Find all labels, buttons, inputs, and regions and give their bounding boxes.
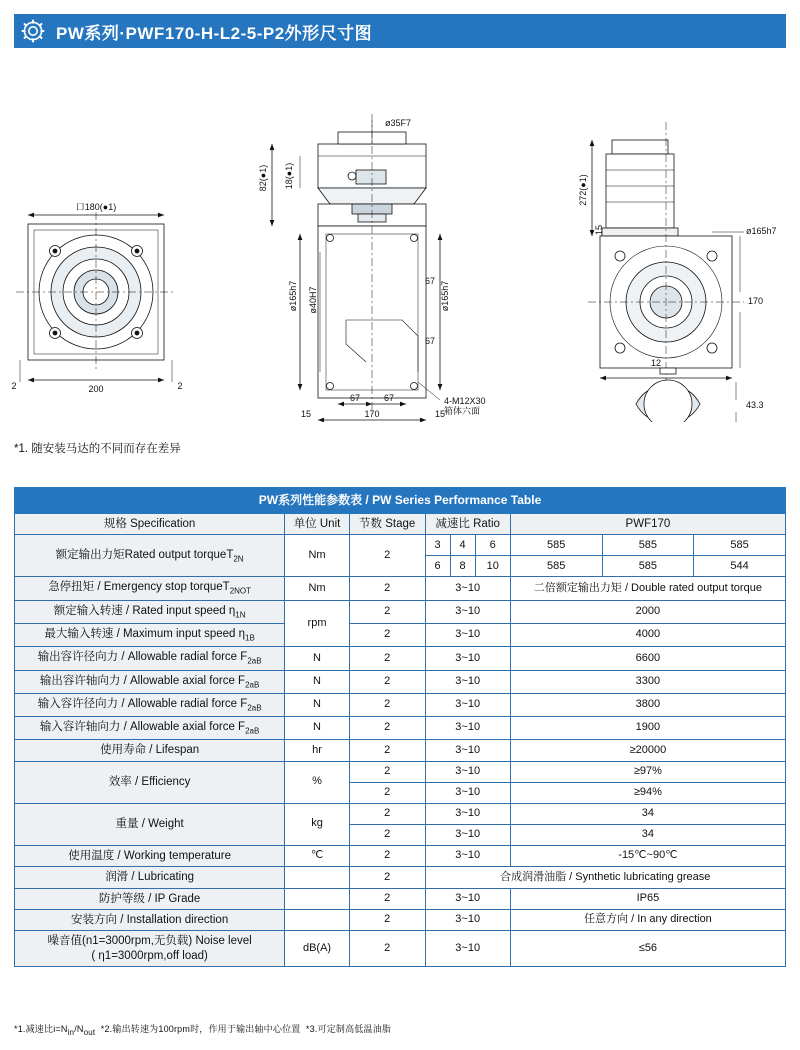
cell-ratio: 3~10 (425, 670, 510, 693)
row-label-noise-level: 噪音值(n1=3000rpm,无负载) Noise level ( η1=3000rpm,off load) (15, 931, 285, 967)
cell-ratio: 6 (475, 535, 510, 556)
svg-text:ø40H7: ø40H7 (308, 286, 318, 314)
cell-value: 1900 (510, 717, 785, 740)
cell-unit: Nm (285, 535, 350, 577)
header-specification: 规格 Specification (15, 514, 285, 535)
cell-unit: hr (285, 740, 350, 761)
cell-ratio: 3~10 (425, 647, 510, 670)
gear-icon (18, 16, 48, 46)
svg-text:4-M12X30: 4-M12X30 (444, 396, 486, 406)
cell-stage: 2 (349, 670, 425, 693)
header-ratio: 减速比 Ratio (425, 514, 510, 535)
cell-unit (285, 909, 350, 930)
cell-value: 6600 (510, 647, 785, 670)
cell-ratio: 6 (425, 556, 450, 577)
rear-view (578, 122, 777, 422)
cell-ratio: 3~10 (425, 888, 510, 909)
header-stage: 节数 Stage (349, 514, 425, 535)
svg-text:15: 15 (594, 224, 604, 236)
cell-unit: dB(A) (285, 931, 350, 967)
drawing-note: *1. 随安装马达的不同而存在差异 (14, 443, 181, 455)
cell-stage: 2 (349, 824, 425, 845)
cell-ratio: 3 (425, 535, 450, 556)
svg-text:15: 15 (300, 409, 312, 419)
cell-stage: 2 (349, 761, 425, 782)
cell-unit: Nm (285, 577, 350, 600)
row-label-installation-direction: 安装方向 / Installation direction (15, 909, 285, 930)
cell-unit (285, 888, 350, 909)
row-label-input-axial-force: 输入容许轴向力 / Allowable axial force $F_{2aB}$ (15, 717, 285, 740)
cell-ratio: 3~10 (425, 693, 510, 716)
cell-unit: N (285, 647, 350, 670)
cell-value: 585 (510, 556, 602, 577)
row-label-working-temperature: 使用温度 / Working temperature (15, 845, 285, 866)
row-label-input-radial-force: 输入容许径向力 / Allowable radial force $F_{2aB}$ (15, 693, 285, 716)
cell-ratio: 3~10 (425, 909, 510, 930)
page-title: PW系列·PWF170-H-L2-5-P2外形尺寸图 (56, 23, 373, 43)
table-title: PW系列性能参数表 / PW Series Performance Table (15, 488, 786, 514)
header-model: PWF170 (510, 514, 785, 535)
svg-text:170: 170 (364, 409, 380, 419)
row-label-emergency-stop-torque: 急停扭矩 / Emergency stop torqueT$_{2NOT}$ (15, 577, 285, 600)
dimension-drawing (0, 52, 800, 422)
cell-stage: 2 (349, 888, 425, 909)
cell-value: ≥94% (510, 782, 785, 803)
row-label-rated-output-torque: 额定输出力矩Rated output torqueT$_{2N}$ (15, 535, 285, 577)
cell-value: 34 (510, 803, 785, 824)
cell-stage: 2 (349, 845, 425, 866)
cell-value: 二倍额定输出力矩 / Double rated output torque (510, 577, 785, 600)
cell-value: 34 (510, 824, 785, 845)
cell-stage: 2 (349, 623, 425, 646)
row-label-output-radial-force: 输出容许径向力 / Allowable radial force $F_{2aB}$ (15, 647, 285, 670)
cell-ratio: 3~10 (425, 740, 510, 761)
svg-text:67: 67 (383, 393, 395, 403)
row-label-max-input-speed: 最大输入转速 / Maximum input speed $\eta_{1B}$ (15, 623, 285, 646)
cell-stage: 2 (349, 803, 425, 824)
cell-ratio: 3~10 (425, 824, 510, 845)
svg-text:15: 15 (434, 409, 446, 419)
header-unit: 单位 Unit (285, 514, 350, 535)
cell-value: 2000 (510, 600, 785, 623)
row-label-ip-grade: 防护等级 / IP Grade (15, 888, 285, 909)
cell-ratio: 4 (450, 535, 475, 556)
cell-stage: 2 (349, 535, 425, 577)
svg-text:18(●1): 18(●1) (284, 162, 294, 190)
cell-unit: kg (285, 803, 350, 845)
svg-text:67: 67 (349, 393, 361, 403)
cell-value: 585 (694, 535, 786, 556)
cell-unit: % (285, 761, 350, 803)
svg-text:82(●1): 82(●1) (258, 164, 268, 192)
svg-text:ø35F7: ø35F7 (384, 118, 412, 128)
cell-value: 4000 (510, 623, 785, 646)
cell-ratio: 3~10 (425, 577, 510, 600)
cell-unit: rpm (285, 600, 350, 647)
cell-stage: 2 (349, 867, 425, 888)
row-label-lifespan: 使用寿命 / Lifespan (15, 740, 285, 761)
cell-value: 3800 (510, 693, 785, 716)
cell-unit (285, 867, 350, 888)
svg-text:272(●1): 272(●1) (578, 174, 588, 206)
cell-value: ≤56 (510, 931, 785, 967)
cell-value: 合成润滑油脂 / Synthetic lubricating grease (425, 867, 785, 888)
cell-ratio: 3~10 (425, 931, 510, 967)
svg-text:170: 170 (748, 296, 764, 306)
cell-ratio: 3~10 (425, 623, 510, 646)
cell-stage: 2 (349, 931, 425, 967)
svg-text:43.3: 43.3 (746, 400, 764, 410)
cell-stage: 2 (349, 782, 425, 803)
cell-ratio: 3~10 (425, 600, 510, 623)
cell-stage: 2 (349, 717, 425, 740)
svg-text:200: 200 (88, 384, 104, 394)
row-label-rated-input-speed: 额定输入转速 / Rated input speed $\eta_{1N}$ (15, 600, 285, 623)
svg-text:2: 2 (11, 381, 17, 391)
cell-ratio: 10 (475, 556, 510, 577)
cell-value: 585 (602, 556, 694, 577)
svg-text:67: 67 (424, 276, 436, 286)
svg-text:67: 67 (424, 336, 436, 346)
svg-text:口180(●1): 口180(●1) (75, 202, 117, 212)
table-footnote: *1.减速比i=Nin/Nout *2.输出转速为100rpm时，作用于输出轴中心位置 *3.可定制高低温油脂 (14, 1024, 392, 1037)
cell-ratio: 3~10 (425, 803, 510, 824)
cell-stage: 2 (349, 693, 425, 716)
page-header (14, 14, 786, 48)
cell-ratio: 3~10 (425, 761, 510, 782)
cell-value: ≥20000 (510, 740, 785, 761)
cell-unit: ℃ (285, 845, 350, 866)
performance-table (14, 487, 786, 967)
cell-ratio: 8 (450, 556, 475, 577)
front-view (11, 202, 182, 394)
cell-ratio: 3~10 (425, 717, 510, 740)
cell-stage: 2 (349, 740, 425, 761)
cell-value: IP65 (510, 888, 785, 909)
svg-text:ø165h7: ø165h7 (746, 226, 777, 236)
row-label-efficiency: 效率 / Efficiency (15, 761, 285, 803)
cell-unit: N (285, 717, 350, 740)
row-label-weight: 重量 / Weight (15, 803, 285, 845)
cell-stage: 2 (349, 600, 425, 623)
cell-value: 任意方向 / In any direction (510, 909, 785, 930)
cell-value: ≥97% (510, 761, 785, 782)
svg-text:2: 2 (177, 381, 183, 391)
cell-stage: 2 (349, 647, 425, 670)
cell-value: 3300 (510, 670, 785, 693)
cell-stage: 2 (349, 909, 425, 930)
svg-text:12: 12 (650, 358, 662, 368)
cell-value: 544 (694, 556, 786, 577)
cell-unit: N (285, 693, 350, 716)
cell-ratio: 3~10 (425, 845, 510, 866)
svg-text:ø165h7: ø165h7 (440, 280, 450, 312)
svg-text:ø165h7: ø165h7 (288, 280, 298, 312)
cell-value: -15℃~90℃ (510, 845, 785, 866)
svg-text:箱体六面: 箱体六面 (444, 406, 481, 416)
cell-ratio: 3~10 (425, 782, 510, 803)
section-view (258, 114, 486, 422)
cell-value: 585 (602, 535, 694, 556)
cell-stage: 2 (349, 577, 425, 600)
row-label-output-axial-force: 输出容许轴向力 / Allowable axial force $F_{2aB}$ (15, 670, 285, 693)
cell-value: 585 (510, 535, 602, 556)
cell-unit: N (285, 670, 350, 693)
row-label-lubricating: 润滑 / Lubricating (15, 867, 285, 888)
